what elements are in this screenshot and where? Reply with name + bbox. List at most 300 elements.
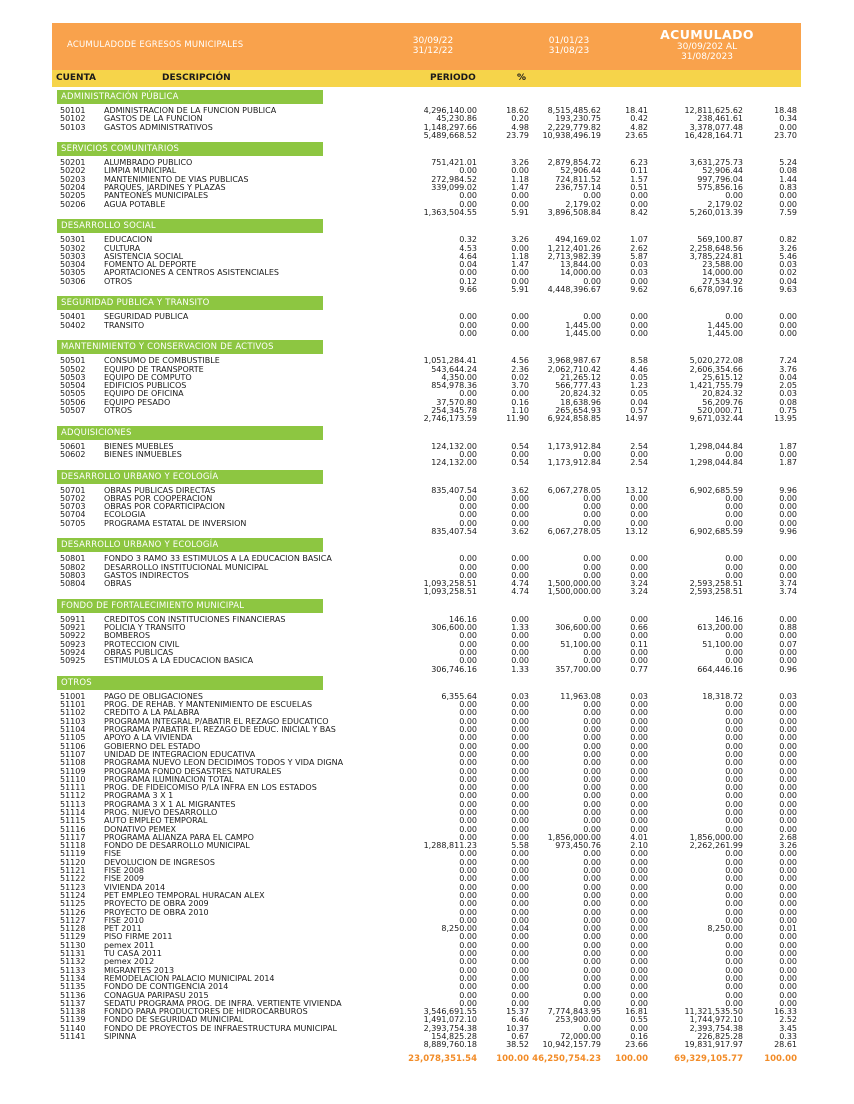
period2-value: 0.00: [583, 866, 601, 876]
periodo-value: 0.00: [459, 915, 477, 925]
account-code: 51110: [60, 774, 86, 784]
period2-value: 20,824.32: [560, 389, 601, 399]
account-code: 51138: [60, 1007, 86, 1017]
periodo-value: 0.00: [459, 857, 477, 867]
periodo-value: 0.00: [459, 700, 477, 710]
total-period2-percent: 23.66: [625, 1040, 648, 1050]
period2-value: 0.00: [583, 502, 601, 512]
accumulated-percent: 2.05: [779, 381, 797, 391]
period2-percent: 6.23: [630, 158, 648, 168]
periodo-value: 0.00: [459, 716, 477, 726]
section-total-row: [0, 415, 854, 423]
period2-percent: 0.03: [630, 260, 648, 270]
period2-value: 0.00: [583, 990, 601, 1000]
accumulated-value: 2,258,648.56: [689, 243, 743, 253]
accumulated-value: 0.00: [725, 741, 743, 751]
accumulated-value: 520,000.71: [697, 406, 743, 416]
period2-value: 51,100.00: [560, 639, 601, 649]
period2-percent: 16.81: [625, 1007, 648, 1017]
periodo-percent: 0.00: [511, 268, 529, 278]
section-header: SEGURIDAD PUBLICA Y TRANSITO: [57, 296, 323, 310]
periodo-percent: 0.00: [511, 510, 529, 520]
account-code: 50506: [60, 397, 86, 407]
total-periodo-value: 0.00: [459, 328, 477, 338]
periodo-value: 0.00: [459, 932, 477, 942]
period2-value: 0.00: [583, 631, 601, 641]
periodo-value: 0.00: [459, 749, 477, 759]
period2-value: 0.00: [583, 957, 601, 967]
account-code: 50306: [60, 276, 86, 286]
periodo-percent: 0.00: [511, 518, 529, 528]
accumulated-percent: 5.24: [779, 158, 797, 168]
report-header: [52, 23, 801, 74]
total-period2-value: 6,924,858.85: [547, 414, 601, 424]
accumulated-percent: 0.08: [779, 397, 797, 407]
accumulated-value: 0.00: [725, 915, 743, 925]
accumulated-percent: 0.00: [779, 320, 797, 330]
account-description: OTROS: [104, 406, 133, 416]
account-code: 50507: [60, 406, 86, 416]
periodo-percent: 0.20: [511, 114, 529, 124]
accumulated-percent: 0.00: [779, 716, 797, 726]
periodo-percent: 0.67: [511, 1032, 529, 1042]
account-code: 50101: [60, 106, 86, 115]
account-description: PROYECTO DE OBRA 2009: [104, 899, 209, 909]
account-description: EQUIPO DE OFICINA: [104, 389, 184, 399]
periodo-percent: 0.00: [511, 554, 529, 564]
periodo-percent: 0.00: [511, 389, 529, 399]
period2-value: 0.00: [583, 849, 601, 859]
period2-value: 0.00: [583, 899, 601, 909]
accumulated-value: 0.00: [725, 774, 743, 784]
periodo-value: 0.00: [459, 957, 477, 967]
accumulated-percent: 0.00: [779, 965, 797, 975]
account-description: PROGRAMA INTEGRAL P/ABATIR EL REZAGO EDUCATICO: [104, 716, 329, 726]
account-description: BOMBEROS: [104, 631, 151, 641]
periodo-value: 0.00: [459, 708, 477, 718]
period2-value: 0.00: [583, 749, 601, 759]
account-description: MIGRANTES 2013: [104, 965, 175, 975]
accumulated-percent: 0.00: [779, 766, 797, 776]
period2-percent: 0.00: [630, 191, 648, 201]
periodo-value: 0.00: [459, 631, 477, 641]
column-percent: %: [517, 73, 527, 83]
accumulated-value: 0.00: [725, 518, 743, 528]
period2-percent: 2.10: [630, 841, 648, 851]
total-period2-percent: 9.62: [630, 285, 648, 295]
period2-percent: 0.57: [630, 406, 648, 416]
accumulated-percent: 0.00: [779, 949, 797, 959]
account-description: FONDO DE PROYECTOS DE INFRAESTRUCTURA MUNICIPAL: [104, 1023, 337, 1033]
account-description: PROG. NUEVO DESARROLLO: [104, 808, 218, 817]
periodo-percent: 0.00: [511, 932, 529, 942]
periodo-percent: 0.00: [511, 783, 529, 793]
periodo-value: 45,230.86: [436, 114, 477, 124]
section-total-row: [0, 666, 854, 674]
period2-value: 0.00: [583, 973, 601, 983]
period2-percent: 0.00: [630, 700, 648, 710]
accumulated-value: 3,785,224.81: [689, 251, 743, 261]
account-description: FISE 2008: [104, 866, 144, 876]
account-description: DESARROLLO INSTITUCIONAL MUNICIPAL: [104, 562, 269, 572]
accumulated-value: 997,796.04: [697, 174, 743, 184]
periodo-percent: 0.00: [511, 824, 529, 834]
accumulated-percent: 0.00: [779, 562, 797, 572]
periodo-percent: 0.00: [511, 816, 529, 826]
period2-value: 0.00: [583, 949, 601, 959]
accumulated-value: 0.00: [725, 932, 743, 942]
accumulated-value: 2,179.02: [707, 199, 743, 209]
account-code: 50704: [60, 510, 86, 520]
period2-percent: 0.04: [630, 397, 648, 407]
account-code: 51140: [60, 1023, 86, 1033]
account-code: 50102: [60, 114, 86, 124]
period2-value: 2,062,710.42: [547, 364, 601, 374]
periodo-percent: 0.00: [511, 940, 529, 950]
account-code: 50301: [60, 235, 86, 245]
periodo-percent: 18.62: [506, 106, 529, 115]
periodo-value: 0.00: [459, 899, 477, 909]
periodo-percent: 1.18: [511, 174, 529, 184]
period2-percent: 0.11: [630, 639, 648, 649]
periodo-value: 0.32: [459, 235, 477, 245]
periodo-value: 0.00: [459, 554, 477, 564]
periodo-value: 0.00: [459, 562, 477, 572]
account-code: 50911: [60, 614, 86, 624]
total-periodo-percent: 38.52: [506, 1040, 529, 1050]
account-code: 50703: [60, 502, 86, 512]
account-description: EDIFICIOS PUBLICOS: [104, 381, 187, 391]
period2-percent: 2.54: [630, 441, 648, 451]
account-description: CREDITO A LA PALABRA: [104, 708, 200, 718]
account-description: AGUA POTABLE: [104, 199, 166, 209]
total-accumulated-value: 16,428,164.71: [684, 130, 743, 140]
period2-value: 0.00: [583, 570, 601, 580]
total-periodo-value: 1,363,504.55: [423, 207, 477, 217]
accumulated-value: 0.00: [725, 562, 743, 572]
accumulated-percent: 0.00: [779, 510, 797, 520]
periodo-value: 37,570.80: [436, 397, 477, 407]
accumulated-percent: 0.00: [779, 733, 797, 743]
period2-percent: 0.11: [630, 166, 648, 176]
accumulated-percent: 0.00: [779, 824, 797, 834]
accumulated-percent: 0.00: [779, 758, 797, 768]
accumulated-value: 1,421,755.79: [689, 381, 743, 391]
account-description: FONDO DE CONTIGENCIA 2014: [104, 982, 229, 992]
total-periodo-percent: 0.54: [511, 458, 529, 468]
account-description: GASTOS ADMINISTRATIVOS: [104, 122, 213, 132]
periodo-percent: 0.00: [511, 866, 529, 876]
accumulated-percent: 2.52: [779, 1015, 797, 1025]
period2-value: 2,713,982.39: [547, 251, 601, 261]
accumulated-percent: 0.00: [779, 808, 797, 817]
periodo-percent: 0.16: [511, 397, 529, 407]
period2-value: 2,179.02: [565, 199, 601, 209]
period2-value: 0.00: [583, 766, 601, 776]
periodo-value: 0.00: [459, 389, 477, 399]
periodo-percent: 6.46: [511, 1015, 529, 1025]
accumulated-percent: 0.00: [779, 518, 797, 528]
account-description: APOYO A LA VIVIENDA: [104, 733, 193, 743]
periodo-percent: 2.36: [511, 364, 529, 374]
total-periodo-value: 9.66: [459, 285, 477, 295]
periodo-percent: 0.00: [511, 965, 529, 975]
period2-value: 18,638.96: [560, 397, 601, 407]
periodo-value: 0.00: [459, 783, 477, 793]
account-code: 51125: [60, 899, 86, 909]
total-accumulated-percent: 9.96: [779, 526, 797, 536]
account-code: 51120: [60, 857, 86, 867]
account-description: SIPINNA: [104, 1032, 137, 1042]
account-code: 51126: [60, 907, 86, 917]
accumulated-percent: 0.00: [779, 647, 797, 657]
periodo-value: 0.00: [459, 312, 477, 322]
periodo-percent: 0.00: [511, 449, 529, 459]
periodo-value: 0.00: [459, 191, 477, 201]
account-code: 51109: [60, 766, 86, 776]
account-code: 51136: [60, 990, 86, 1000]
account-code: 50402: [60, 320, 86, 330]
accumulated-percent: 0.00: [779, 849, 797, 859]
periodo-percent: 0.00: [511, 199, 529, 209]
accumulated-percent: 0.00: [779, 449, 797, 459]
accumulated-percent: 0.00: [779, 191, 797, 201]
account-description: EQUIPO DE TRANSPORTE: [104, 364, 204, 374]
periodo-value: 0.00: [459, 518, 477, 528]
periodo-percent: 0.00: [511, 493, 529, 503]
periodo-percent: 0.00: [511, 320, 529, 330]
accumulated-percent: 0.00: [779, 973, 797, 983]
period2-value: 2,879,854.72: [547, 158, 601, 168]
account-code: 50922: [60, 631, 86, 641]
account-code: 51113: [60, 799, 86, 809]
accumulated-percent: 0.00: [779, 312, 797, 322]
account-code: 51130: [60, 940, 86, 950]
accumulated-value: 238,461.61: [697, 114, 743, 124]
accumulated-value: 2,262,261.99: [689, 841, 743, 851]
accumulated-value: 0.00: [725, 973, 743, 983]
periodo-value: 0.00: [459, 166, 477, 176]
periodo-percent: 0.02: [511, 372, 529, 382]
accumulated-percent: 0.00: [779, 866, 797, 876]
periodo-percent: 1.47: [511, 183, 529, 193]
total-period2-value: 1,173,912.84: [547, 458, 601, 468]
accumulated-value: 27,534.92: [702, 276, 743, 286]
report-title: ACUMULADODE EGRESOS MUNICIPALES: [67, 40, 244, 50]
accumulated-percent: 0.00: [779, 700, 797, 710]
accumulated-percent: 0.00: [779, 982, 797, 992]
account-code: 50602: [60, 449, 86, 459]
accumulated-percent: 3.76: [779, 364, 797, 374]
accumulated-percent: 0.02: [779, 268, 797, 278]
period2-percent: 0.55: [630, 1015, 648, 1025]
accumulated-value: 18,318.72: [702, 691, 743, 701]
account-description: EDUCACION: [104, 235, 153, 245]
periodo-percent: 0.00: [511, 631, 529, 641]
periodo-value: 0.00: [459, 510, 477, 520]
periodo-percent: 4.98: [511, 122, 529, 132]
period2-percent: 2.62: [630, 243, 648, 253]
period2-value: 724,811.52: [555, 174, 601, 184]
account-description: AUTO EMPLEO TEMPORAL: [104, 816, 208, 826]
period2-percent: 0.00: [630, 791, 648, 801]
period2-percent: 0.00: [630, 907, 648, 917]
periodo-percent: 0.00: [511, 832, 529, 842]
account-code: 51114: [60, 808, 86, 817]
periodo-value: 1,093,258.51: [423, 579, 477, 589]
account-code: 51137: [60, 998, 86, 1008]
periodo-percent: 1.18: [511, 251, 529, 261]
period2-value: 21,265.12: [560, 372, 601, 382]
period2-percent: 0.00: [630, 758, 648, 768]
periodo-value: 146.16: [449, 614, 477, 624]
accumulated-percent: 0.00: [779, 940, 797, 950]
period-2-label: 01/01/23 31/08/23: [548, 36, 590, 56]
total-periodo-percent: 4.74: [511, 587, 529, 597]
accumulated-value: 5,020,272.08: [689, 356, 743, 366]
periodo-value: 0.00: [459, 639, 477, 649]
accumulated-value: 0.00: [725, 965, 743, 975]
periodo-value: 272,984.52: [431, 174, 477, 184]
periodo-value: 0.00: [459, 965, 477, 975]
account-code: 51118: [60, 841, 86, 851]
account-code: 51123: [60, 882, 86, 892]
accumulated-percent: 18.48: [774, 106, 797, 115]
periodo-value: 0.00: [459, 774, 477, 784]
account-code: 50702: [60, 493, 86, 503]
account-code: 51141: [60, 1032, 86, 1042]
account-code: 50504: [60, 381, 86, 391]
account-code: 51001: [60, 691, 86, 701]
periodo-percent: 0.00: [511, 614, 529, 624]
account-description: DEVOLUCION DE INGRESOS: [104, 857, 215, 867]
accumulated-percent: 0.00: [779, 799, 797, 809]
total-period2-value: 10,938,496.19: [542, 130, 601, 140]
periodo-value: 0.00: [459, 949, 477, 959]
account-code: 50204: [60, 183, 86, 193]
accumulated-percent: 0.00: [779, 774, 797, 784]
period2-value: 0.00: [583, 700, 601, 710]
periodo-percent: 0.00: [511, 957, 529, 967]
account-code: 51129: [60, 932, 86, 942]
account-code: 51117: [60, 832, 86, 842]
periodo-value: 0.00: [459, 890, 477, 900]
account-description: FONDO DE DESARROLLO MUNICIPAL: [104, 841, 250, 851]
account-description: REMODELACION PALACIO MUNICIPAL 2014: [104, 973, 275, 983]
accumulated-value: 0.00: [725, 949, 743, 959]
periodo-value: 0.00: [459, 570, 477, 580]
accumulated-percent: 7.24: [779, 356, 797, 366]
period-1-label: 30/09/22 31/12/22: [412, 36, 454, 56]
period2-percent: 0.00: [630, 899, 648, 909]
period2-value: 1,445.00: [565, 320, 601, 330]
account-description: PROGRAMA ILUMINACION TOTAL: [104, 774, 234, 784]
account-code: 50305: [60, 268, 86, 278]
period2-value: 0.00: [583, 940, 601, 950]
periodo-value: 543,644.24: [431, 364, 477, 374]
periodo-value: 4.53: [459, 243, 477, 253]
period2-percent: 0.00: [630, 982, 648, 992]
period2-value: 1,500,000.00: [547, 579, 601, 589]
period2-percent: 0.00: [630, 614, 648, 624]
periodo-value: 0.00: [459, 741, 477, 751]
accumulated-percent: 0.00: [779, 915, 797, 925]
period2-value: 0.00: [583, 783, 601, 793]
total-periodo-value: 1,093,258.51: [423, 587, 477, 597]
account-code: 50503: [60, 372, 86, 382]
periodo-value: 0.00: [459, 849, 477, 859]
account-description: PROTECCION CIVIL: [104, 639, 180, 649]
accumulated-percent: 0.88: [779, 623, 797, 633]
period2-percent: 1.57: [630, 174, 648, 184]
account-code: 50103: [60, 122, 86, 132]
account-description: FISE: [104, 849, 122, 859]
total-accumulated-value: 9,671,032.44: [689, 414, 743, 424]
account-code: 50923: [60, 639, 86, 649]
accumulated-percent: 0.82: [779, 235, 797, 245]
total-period2-value: 6,067,278.05: [547, 526, 601, 536]
periodo-value: 1,288,811.23: [423, 841, 477, 851]
account-code: 50401: [60, 312, 86, 322]
account-code: 51102: [60, 708, 86, 718]
account-code: 51116: [60, 824, 86, 834]
period2-percent: 0.00: [630, 866, 648, 876]
account-description: PISO FIRME 2011: [104, 932, 173, 942]
account-description: PROG. DE REHAB. Y MANTENIMIENTO DE ESCUELAS: [104, 700, 313, 710]
periodo-percent: 0.00: [511, 882, 529, 892]
period2-percent: 3.24: [630, 579, 648, 589]
account-code: 51139: [60, 1015, 86, 1025]
period2-value: 0.00: [583, 647, 601, 657]
account-description: SEDATU PROGRAMA PROG. DE INFRA. VERTIENTE VIVIENDA: [104, 998, 342, 1008]
section-header: ADQUISICIONES: [57, 426, 323, 440]
account-description: CREDITOS CON INSTITUCIONES FINANCIERAS: [104, 614, 286, 624]
period2-value: 0.00: [583, 774, 601, 784]
accumulated-percent: 0.00: [779, 882, 797, 892]
account-description: FONDO DE SEGURIDAD MUNICIPAL: [104, 1015, 244, 1025]
periodo-value: 1,491,072.10: [423, 1015, 477, 1025]
period2-value: 236,757.14: [555, 183, 601, 193]
periodo-value: 751,421.01: [431, 158, 477, 168]
periodo-value: 4,350.00: [441, 372, 477, 382]
periodo-value: 4,296,140.00: [423, 106, 477, 115]
accumulated-percent: 0.00: [779, 199, 797, 209]
account-description: OBRAS POR COPARTICIPACION: [104, 502, 226, 512]
accumulated-percent: 0.00: [779, 708, 797, 718]
account-description: OBRAS POR COOPERACION: [104, 493, 213, 503]
section-total-row: [0, 528, 854, 536]
account-description: GOBIERNO DEL ESTADO: [104, 741, 201, 751]
account-description: ECOLOGIA: [104, 510, 146, 520]
periodo-value: 124,132.00: [431, 441, 477, 451]
period2-percent: 0.00: [630, 774, 648, 784]
periodo-value: 0.00: [459, 940, 477, 950]
periodo-percent: 0.00: [511, 725, 529, 735]
accumulated-percent: 0.00: [779, 783, 797, 793]
accumulated-percent: 0.00: [779, 631, 797, 641]
accumulated-label: ACUMULADO 30/09/202 AL 31/08/2023: [660, 27, 754, 62]
period2-value: 0.00: [583, 874, 601, 884]
account-code: 50302: [60, 243, 86, 253]
section-header: DESARROLLO SOCIAL: [57, 219, 323, 233]
periodo-value: 339,099.02: [431, 183, 477, 193]
period2-percent: 0.00: [630, 957, 648, 967]
period2-percent: 0.00: [630, 766, 648, 776]
section-total-row: [0, 588, 854, 596]
period2-value: 72,000.00: [560, 1032, 601, 1042]
period2-value: 0.00: [583, 758, 601, 768]
accumulated-value: 575,856.16: [697, 183, 743, 193]
